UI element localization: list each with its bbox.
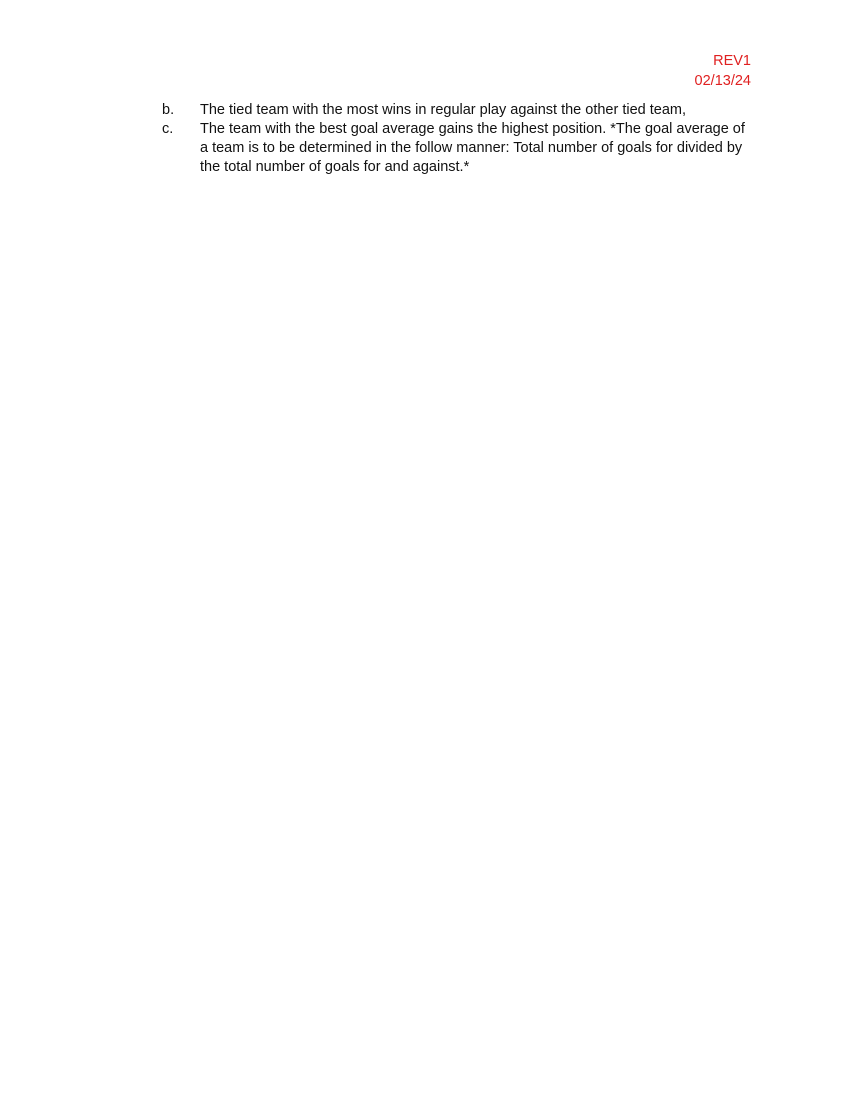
- list-item: [162, 101, 752, 120]
- tiebreak-list: [162, 101, 752, 177]
- list-item: [162, 120, 752, 177]
- revision-header: [695, 51, 751, 91]
- revision-label: REV1: [713, 53, 751, 69]
- revision-date: 02/13/24: [694, 73, 751, 89]
- list-item-marker: b.: [162, 102, 175, 118]
- list-item-text: The tied team with the most wins in regular play against the other tied team,: [200, 102, 686, 118]
- list-item-marker: c.: [162, 121, 174, 137]
- list-item-text: The team with the best goal average gains the highest position. *The goal average of a team is to be determined in the follow manner: Total number of goals for divided by the total number of goals for and against.*: [200, 121, 745, 175]
